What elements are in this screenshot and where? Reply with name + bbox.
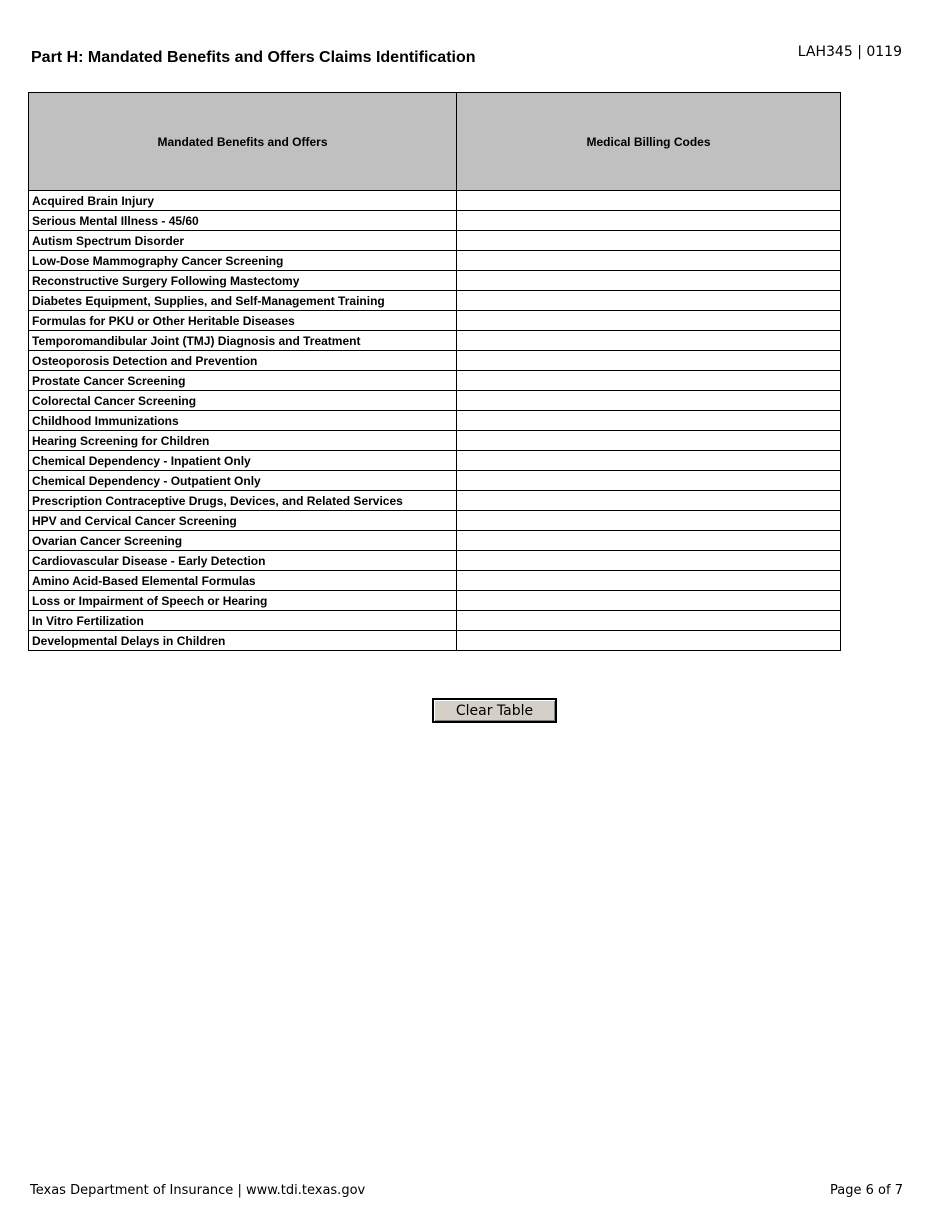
- billing-code-input[interactable]: [457, 571, 840, 590]
- benefit-name: Ovarian Cancer Screening: [29, 531, 457, 551]
- table-row: [29, 391, 841, 411]
- billing-code-cell: [457, 391, 841, 411]
- billing-code-input[interactable]: [457, 231, 840, 250]
- benefit-name: Chemical Dependency - Outpatient Only: [29, 471, 457, 491]
- benefit-name: Low-Dose Mammography Cancer Screening: [29, 251, 457, 271]
- billing-code-cell: [457, 371, 841, 391]
- benefit-name: Amino Acid-Based Elemental Formulas: [29, 571, 457, 591]
- benefit-name: Osteoporosis Detection and Prevention: [29, 351, 457, 371]
- billing-code-input[interactable]: [457, 611, 840, 630]
- billing-code-input[interactable]: [457, 431, 840, 450]
- column-header-benefits: Mandated Benefits and Offers: [29, 93, 457, 191]
- billing-code-cell: [457, 531, 841, 551]
- billing-code-input[interactable]: [457, 491, 840, 510]
- benefit-name: Serious Mental Illness - 45/60: [29, 211, 457, 231]
- table-row: [29, 591, 841, 611]
- billing-code-input[interactable]: [457, 551, 840, 570]
- billing-code-input[interactable]: [457, 211, 840, 230]
- billing-code-cell: [457, 451, 841, 471]
- table-row: [29, 191, 841, 211]
- billing-code-cell: [457, 351, 841, 371]
- billing-code-cell: [457, 271, 841, 291]
- billing-code-input[interactable]: [457, 191, 840, 210]
- billing-code-cell: [457, 211, 841, 231]
- benefit-name: Prescription Contraceptive Drugs, Devices, and Related Services: [29, 491, 457, 511]
- billing-code-cell: [457, 231, 841, 251]
- billing-code-input[interactable]: [457, 411, 840, 430]
- footer-agency: Texas Department of Insurance | www.tdi.texas.gov: [30, 1183, 366, 1198]
- table-row: [29, 531, 841, 551]
- billing-code-input[interactable]: [457, 371, 840, 390]
- table-row: [29, 471, 841, 491]
- billing-code-cell: [457, 411, 841, 431]
- benefit-name: Formulas for PKU or Other Heritable Diseases: [29, 311, 457, 331]
- benefit-name: Diabetes Equipment, Supplies, and Self-Management Training: [29, 291, 457, 311]
- billing-code-cell: [457, 251, 841, 271]
- form-code: LAH345 | 0119: [797, 44, 902, 60]
- billing-code-input[interactable]: [457, 351, 840, 370]
- billing-code-input[interactable]: [457, 331, 840, 350]
- table-row: [29, 291, 841, 311]
- table-row: [29, 571, 841, 591]
- table-row: [29, 331, 841, 351]
- benefit-name: Childhood Immunizations: [29, 411, 457, 431]
- billing-code-cell: [457, 591, 841, 611]
- table-row: [29, 411, 841, 431]
- table-row: [29, 251, 841, 271]
- billing-code-cell: [457, 291, 841, 311]
- table-row: [29, 271, 841, 291]
- table-row: [29, 311, 841, 331]
- benefit-name: HPV and Cervical Cancer Screening: [29, 511, 457, 531]
- benefit-name: Hearing Screening for Children: [29, 431, 457, 451]
- benefit-name: Autism Spectrum Disorder: [29, 231, 457, 251]
- clear-table-button[interactable]: Clear Table: [432, 698, 557, 723]
- benefit-name: Developmental Delays in Children: [29, 631, 457, 651]
- claims-table: [28, 92, 841, 651]
- billing-code-input[interactable]: [457, 471, 840, 490]
- table-row: [29, 211, 841, 231]
- billing-code-cell: [457, 431, 841, 451]
- benefit-name: In Vitro Fertilization: [29, 611, 457, 631]
- table-row: [29, 511, 841, 531]
- billing-code-cell: [457, 191, 841, 211]
- table-row: [29, 611, 841, 631]
- billing-code-input[interactable]: [457, 511, 840, 530]
- billing-code-input[interactable]: [457, 311, 840, 330]
- billing-code-input[interactable]: [457, 591, 840, 610]
- billing-code-input[interactable]: [457, 531, 840, 550]
- billing-code-cell: [457, 511, 841, 531]
- table-row: [29, 231, 841, 251]
- benefit-name: Acquired Brain Injury: [29, 191, 457, 211]
- table-row: [29, 551, 841, 571]
- billing-code-input[interactable]: [457, 271, 840, 290]
- table-row: [29, 431, 841, 451]
- column-header-billing-codes: Medical Billing Codes: [457, 93, 841, 191]
- billing-code-input[interactable]: [457, 391, 840, 410]
- table-header-row: [29, 93, 841, 191]
- billing-code-cell: [457, 331, 841, 351]
- page-number: Page 6 of 7: [830, 1183, 903, 1198]
- benefit-name: Colorectal Cancer Screening: [29, 391, 457, 411]
- table-row: [29, 491, 841, 511]
- benefit-name: Reconstructive Surgery Following Mastectomy: [29, 271, 457, 291]
- billing-code-input[interactable]: [457, 451, 840, 470]
- billing-code-input[interactable]: [457, 291, 840, 310]
- billing-code-cell: [457, 611, 841, 631]
- billing-code-input[interactable]: [457, 631, 840, 650]
- billing-code-cell: [457, 311, 841, 331]
- table-row: [29, 631, 841, 651]
- table-row: [29, 371, 841, 391]
- benefit-name: Temporomandibular Joint (TMJ) Diagnosis and Treatment: [29, 331, 457, 351]
- table-body: [29, 191, 841, 651]
- billing-code-cell: [457, 631, 841, 651]
- benefit-name: Prostate Cancer Screening: [29, 371, 457, 391]
- benefit-name: Loss or Impairment of Speech or Hearing: [29, 591, 457, 611]
- table-row: [29, 451, 841, 471]
- benefit-name: Cardiovascular Disease - Early Detection: [29, 551, 457, 571]
- billing-code-cell: [457, 471, 841, 491]
- billing-code-cell: [457, 491, 841, 511]
- benefit-name: Chemical Dependency - Inpatient Only: [29, 451, 457, 471]
- table-row: [29, 351, 841, 371]
- page-title: Part H: Mandated Benefits and Offers Claims Identification: [31, 49, 476, 66]
- billing-code-input[interactable]: [457, 251, 840, 270]
- billing-code-cell: [457, 571, 841, 591]
- billing-code-cell: [457, 551, 841, 571]
